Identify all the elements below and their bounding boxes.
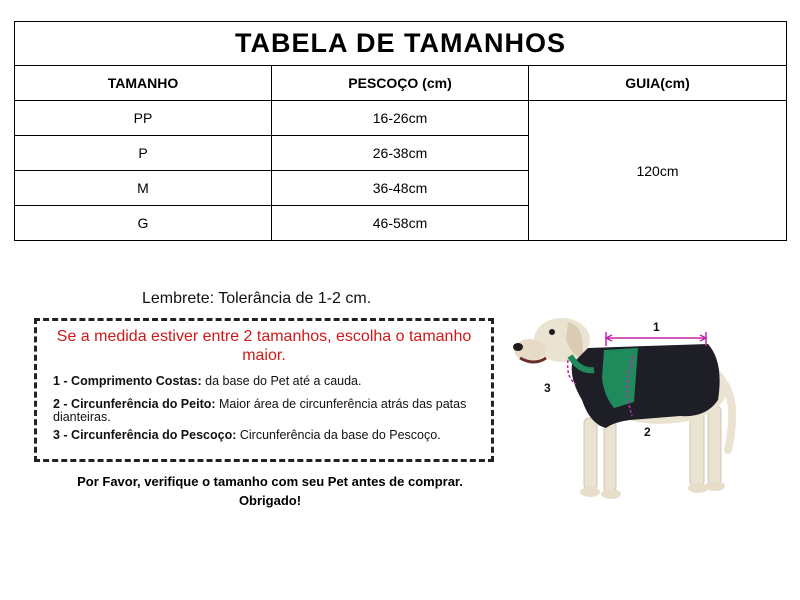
dog-illustration: [510, 300, 770, 510]
dog-head: [513, 318, 590, 362]
measurement-info-box: [34, 318, 494, 462]
footer-message: [20, 472, 520, 510]
marker-1: 1: [653, 320, 660, 334]
table-row: [15, 101, 787, 136]
note-label: 2 - Circunferência do Peito:: [53, 397, 216, 411]
size-table: [14, 21, 787, 241]
neck-cell: 36-48cm: [272, 171, 529, 206]
size-cell: M: [15, 171, 272, 206]
size-cell: P: [15, 136, 272, 171]
neck-cell: 16-26cm: [272, 101, 529, 136]
footer-line-1: Por Favor, verifique o tamanho com seu Pet antes de comprar.: [77, 474, 463, 489]
note-neck: [53, 429, 485, 442]
note-text: Circunferência da base do Pescoço.: [236, 428, 441, 442]
marker-3: 3: [544, 381, 551, 395]
size-cell: G: [15, 206, 272, 241]
neck-cell: 46-58cm: [272, 206, 529, 241]
footer-line-2: Obrigado!: [238, 493, 302, 508]
note-text: da base do Pet até a cauda.: [201, 374, 362, 388]
header-size: TAMANHO: [15, 66, 272, 101]
table-title: TABELA DE TAMANHOS: [15, 22, 787, 66]
neck-cell: 26-38cm: [272, 136, 529, 171]
tolerance-reminder: Lembrete: Tolerância de 1-2 cm.: [142, 290, 372, 307]
size-advice: Se a medida estiver entre 2 tamanhos, escolha o tamanho maior.: [56, 328, 472, 364]
note-back-length: [53, 375, 485, 388]
header-leash: GUIA(cm): [529, 66, 787, 101]
note-label: 1 - Comprimento Costas:: [53, 374, 202, 388]
marker-2: 2: [644, 425, 651, 439]
note-chest: [53, 398, 485, 424]
leash-cell: 120cm: [529, 101, 787, 241]
note-text: Maior área de circunferência atrás das patas dianteiras.: [53, 397, 467, 424]
size-cell: PP: [15, 101, 272, 136]
note-label: 3 - Circunferência do Pescoço:: [53, 428, 237, 442]
dog-measurement-diagram: [510, 300, 770, 510]
header-neck: PESCOÇO (cm): [272, 66, 529, 101]
